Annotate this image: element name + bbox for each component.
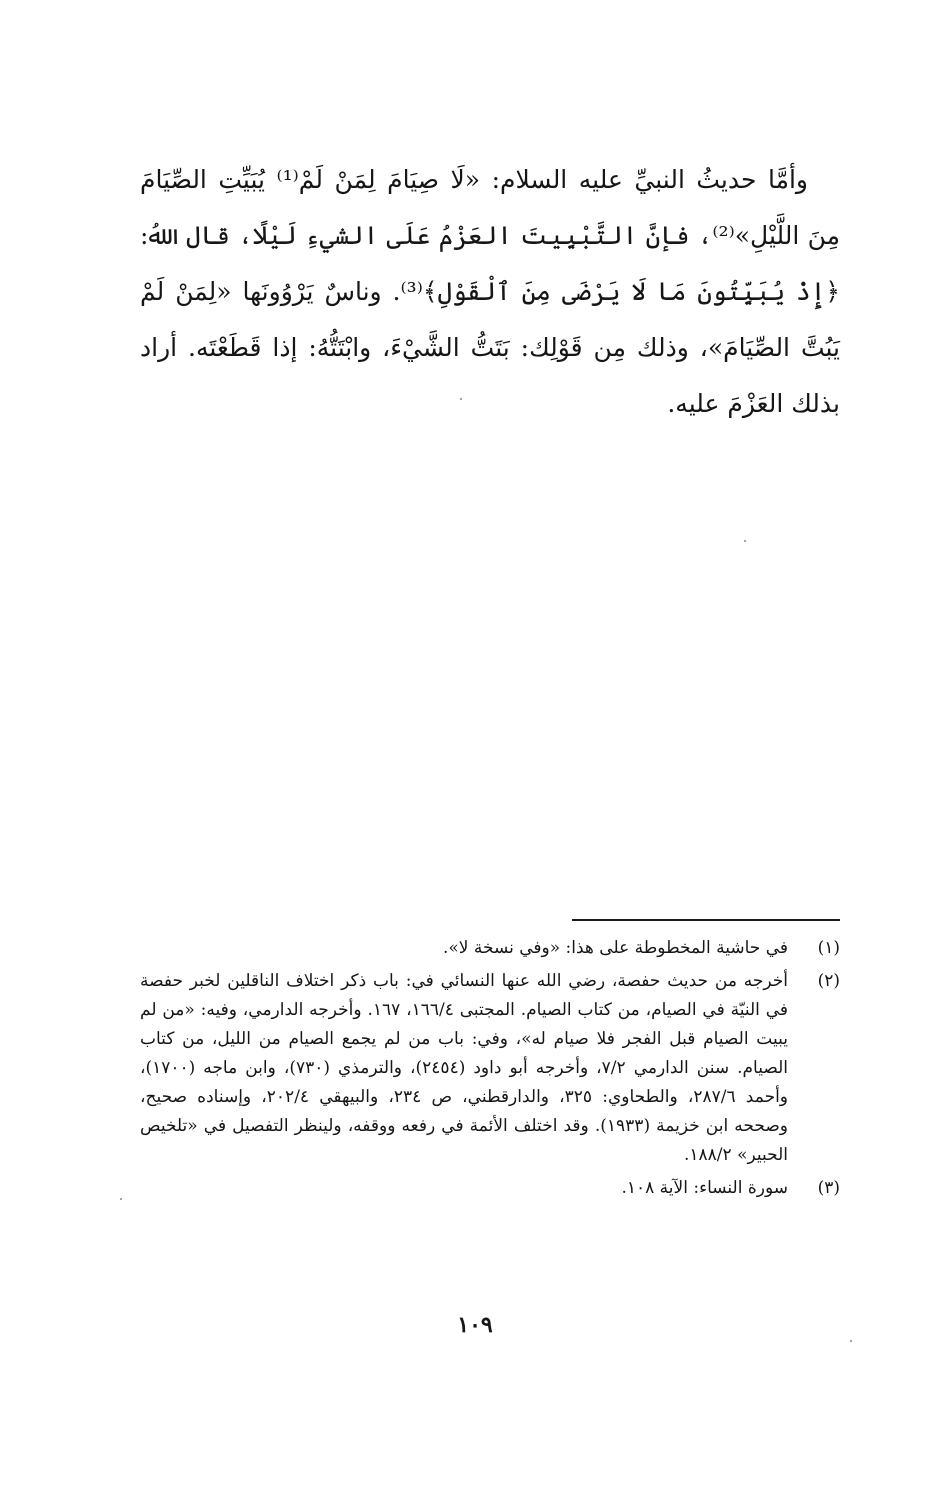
footnote-separator <box>572 919 840 921</box>
footnotes <box>140 934 840 1207</box>
main-text-block <box>140 152 840 432</box>
scan-speck <box>744 540 746 542</box>
page-number: ١٠٩ <box>457 1312 493 1338</box>
footnote-3 <box>140 1174 840 1203</box>
footnote-text: أخرجه من حديث حفصة، رضي الله عنها النسائي في: باب ذكر اختلاف الناقلين لخبر حفصة في النيّة في الصيام، من كتاب الصيام. المجتبى ١٦٦/٤، ١٦٧. وأخرجه الدارمي، وفيه: «من لم يبيت الصيام قبل الفجر فلا صيام له»، وفي: باب من لم يجمع الصيام من الليل، من كتاب الصيام. سنن الدارمي ٧/٢، وأخرجه أبو داود (٢٤٥٤)، والترمذي (٧٣٠)، وابن ماجه (١٧٠٠)، وأحمد ٢٨٧/٦، والطحاوي: ٣٢٥، والدارقطني، ص ٢٣٤، والبيهقي ٢٠٢/٤، وإسناده صحيح، وصححه ابن خزيمة (١٩٣٣). وقد اختلف الأئمة في رفعه ووقفه، ولينظر التفصيل في «تلخيص الحبير» ١٨٨/٢. <box>140 971 789 1165</box>
footnote-number: (٢) <box>817 971 840 991</box>
footnote-number: (٣) <box>817 1178 840 1198</box>
scan-speck <box>120 1198 122 1200</box>
footnote-1 <box>140 934 840 963</box>
scan-speck <box>460 398 462 400</box>
main-paragraph: وأمَّا حديثُ النبيِّ عليه السلام: «لَا صِيَامَ لِمَنْ لَمْ⁽¹⁾ يُبَيِّتِ الصِّيَامَ مِنَ اللَّيْلِ»⁽²⁾، فإنَّ التَّبْيِيتَ العَزْمُ عَلَى الشيءِ لَيْلًا، قال اللهُ: ﴿إِذْ يُبَيِّتُونَ مَا لَا يَرْضَى مِنَ ٱلْقَوْلِ﴾⁽³⁾. وناسٌ يَرْوُونَها «لِمَنْ لَمْ يَبُتَّ الصِّيَامَ»، وذلك مِن قَوْلِك: بَتَتُّ الشَّيْءَ، وابْتَتُّهُ: إذا قَطَعْتَه. أراد بذلك العَزْمَ عليه. <box>140 165 841 418</box>
footnote-text: في حاشية المخطوطة على هذا: «وفي نسخة لا». <box>442 938 788 958</box>
scan-speck <box>850 1340 852 1342</box>
footnote-number: (١) <box>817 938 840 958</box>
footnote-2 <box>140 967 840 1170</box>
footnote-text: سورة النساء: الآية ١٠٨. <box>621 1178 788 1198</box>
